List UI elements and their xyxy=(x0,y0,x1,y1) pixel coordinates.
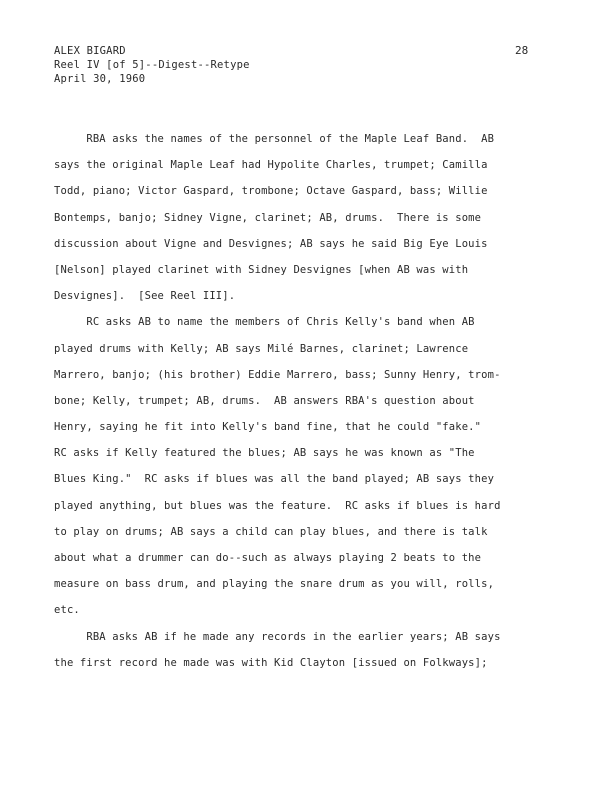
text-line: played anything, but blues was the feature. RC asks if blues is hard xyxy=(54,499,501,512)
paragraph xyxy=(54,624,560,676)
text-line: about what a drummer can do--such as always playing 2 beats to the xyxy=(54,552,482,564)
text-line: played drums with Kelly; AB says Milé Barnes, clarinet; Lawrence xyxy=(54,342,469,355)
text-line: Desvignes]. [See Reel III]. xyxy=(54,290,236,303)
text-line: Bontemps, banjo; Sidney Vigne, clarinet; AB, drums. There is some xyxy=(54,211,482,224)
text-line: bone; Kelly, trumpet; AB, drums. AB answers RBA's question about xyxy=(54,394,475,407)
text-line: RC asks AB to name the members of Chris Kelly's band when AB xyxy=(54,316,475,329)
text-line: Blues King." RC asks if blues was all the band played; AB says they xyxy=(54,473,495,486)
text-line: RC asks if Kelly featured the blues; AB says he was known as "The xyxy=(54,447,475,460)
interview-date: April 30, 1960 xyxy=(54,73,146,85)
text-line: Marrero, banjo; (his brother) Eddie Marrero, bass; Sunny Henry, trom- xyxy=(54,368,501,381)
page-number: 28 xyxy=(515,44,529,57)
paragraph xyxy=(54,126,560,309)
text-line: Todd, piano; Victor Gaspard, trombone; Octave Gaspard, bass; Willie xyxy=(54,185,488,198)
interviewee-name: ALEX BIGARD xyxy=(54,45,126,57)
paragraph xyxy=(54,309,560,623)
text-line: discussion about Vigne and Desvignes; AB says he said Big Eye Louis xyxy=(54,237,488,250)
text-line: the first record he made was with Kid Clayton [issued on Folkways]; xyxy=(54,656,488,669)
text-line: measure on bass drum, and playing the snare drum as you will, rolls, xyxy=(54,578,495,591)
reel-info: Reel IV [of 5]--Digest--Retype xyxy=(54,59,250,71)
text-line: says the original Maple Leaf had Hypolite Charles, trumpet; Camilla xyxy=(54,159,488,172)
document-header xyxy=(54,44,250,86)
body-text xyxy=(54,126,560,676)
text-line: to play on drums; AB says a child can play blues, and there is talk xyxy=(54,525,488,538)
text-line: etc. xyxy=(54,604,80,617)
text-line: [Nelson] played clarinet with Sidney Desvignes [when AB was with xyxy=(54,263,469,276)
text-line: RBA asks AB if he made any records in the earlier years; AB says xyxy=(54,630,501,643)
text-line: RBA asks the names of the personnel of the Maple Leaf Band. AB xyxy=(54,133,495,145)
text-line: Henry, saying he fit into Kelly's band fine, that he could "fake." xyxy=(54,421,482,434)
